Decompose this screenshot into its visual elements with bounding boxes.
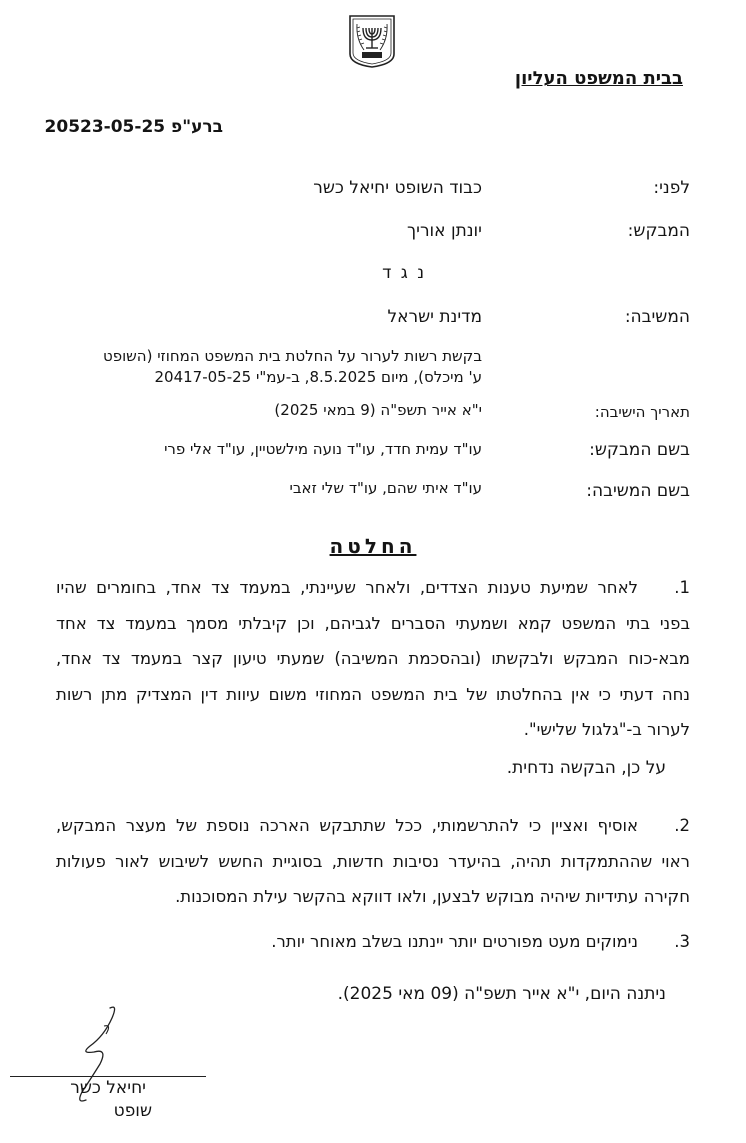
state-emblem-icon [347, 14, 397, 68]
paragraph-line: לערור ב-"גלגול שלישי". [523, 720, 690, 739]
paragraph-line: ראוי שההתמקדות תהיה, בהיעדר נסיבות חדשות, בסוגיית החשש לשיבוש לאור פעולות [56, 851, 690, 871]
court-title: בבית המשפט העליון [514, 68, 683, 89]
respondent-label: המשיבה: [624, 307, 690, 327]
case-number: ברע"פ 20523-05-25 [44, 117, 223, 137]
hearing-label: תאריך הישיבה: [594, 403, 690, 421]
paragraph-number: 1. [674, 578, 690, 597]
paragraph-line: נחה דעתי כי אין בהחלטתו של בית המשפט המחוזי משום עיוות דין המצדיק מתן רשות [56, 684, 690, 704]
applicant-label: המבקש: [627, 221, 690, 241]
paragraph-line: 2.אוסיף ואציין כי להתרשמותי, ככל שתתבקש הארכה נוספת של מעצר המבקש, [56, 808, 690, 844]
signature-name: יחיאל כשר [70, 1078, 146, 1098]
paragraph-line: מבא-כוח המבקש ולבקשתו (ובהסכמת המשיבה) שמעתי טיעון קצר במעמד צד אחד, [56, 649, 690, 668]
applicant-counsel: עו"ד עמית חדד, עו"ד נועה מילשטיין, עו"ד אלי פרי [164, 440, 482, 458]
respondent-counsel-label: בשם המשיבה: [586, 481, 690, 501]
respondent-counsel: עו"ד איתי שהם, עו"ד שלי זאבי [289, 479, 482, 497]
paragraph-3 [56, 924, 690, 960]
paragraph-number: 3. [674, 932, 690, 951]
before-label: לפני: [653, 178, 690, 198]
respondent-name: מדינת ישראל [387, 307, 482, 327]
applicant-counsel-label: בשם המבקש: [589, 440, 690, 460]
ruling-conclusion: על כן, הבקשה נדחית. [506, 758, 666, 778]
decision-heading: החלטה [329, 534, 417, 558]
paragraph-2 [56, 808, 690, 915]
paragraph-line: 3.נימוקים מעט מפורטים יותר יינתנו בשלב מאוחר יותר. [56, 924, 690, 960]
applicant-name: יונתן אוריך [407, 221, 482, 241]
paragraph-number: 2. [674, 816, 690, 835]
paragraph-line: 1.לאחר שמיעת טענות הצדדים, ולאחר שעיינתי, במעמד צד אחד, בחומרים שהיו [56, 570, 690, 606]
paragraph-line: בפני בתי המשפט קמא ושמעתי הסברים לגביהם, וכן קיבלתי מסמך במעמד צד אחד [56, 613, 690, 633]
signature-title: שופט [113, 1101, 152, 1121]
judge-name: כבוד השופט יחיאל כשר [313, 178, 482, 198]
paragraph-line: חקירה עתידיות שיהיה מבוקש לבצען, ולאו דווקא בהקשר עילת המסוכנות. [175, 887, 690, 906]
paragraph-1 [56, 570, 690, 748]
request-line-2: ע' מיכלס), מיום 8.5.2025, ב-עמ"י 20417-05-25 [154, 368, 482, 386]
given-date: ניתנה היום, י"א אייר תשפ"ה (09 מאי 2025). [337, 984, 666, 1004]
request-line-1: בקשת רשות לערור על החלטת בית המשפט המחוזי (השופט [102, 347, 482, 365]
versus: נ ג ד [382, 263, 426, 283]
signature-line [10, 1076, 206, 1077]
hearing-date: י"א אייר תשפ"ה (9 במאי 2025) [274, 401, 482, 419]
